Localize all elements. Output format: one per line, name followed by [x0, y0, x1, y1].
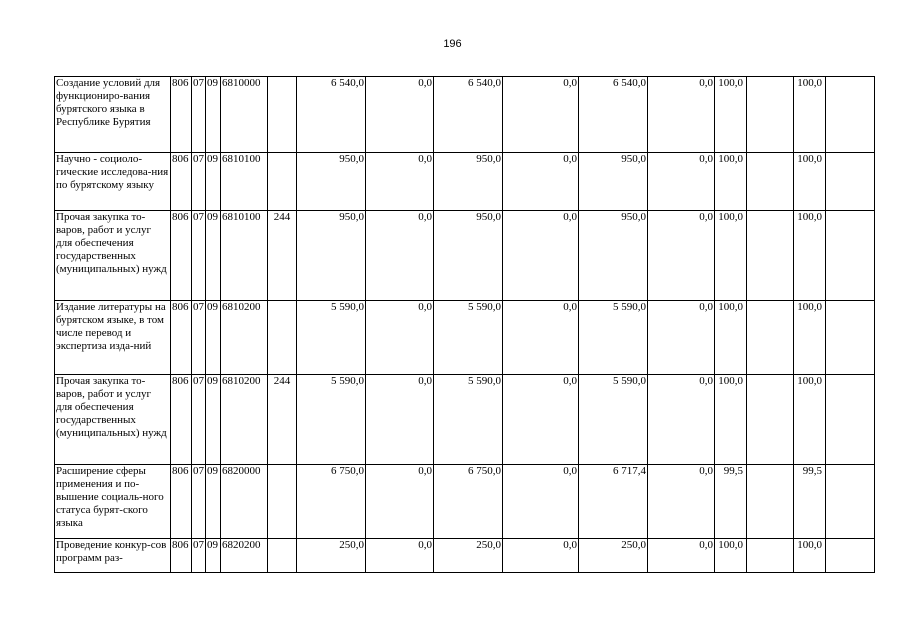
percent-col-1: 100,0 — [715, 375, 747, 465]
grbs-code: 806 — [171, 153, 192, 211]
table-row — [55, 375, 875, 465]
value-col-6: 0,0 — [648, 539, 715, 573]
value-col-3: 5 590,0 — [434, 375, 503, 465]
value-col-2: 0,0 — [366, 301, 434, 375]
value-col-3: 950,0 — [434, 211, 503, 301]
value-col-4: 0,0 — [503, 77, 579, 153]
empty-cell — [826, 301, 875, 375]
percent-col-2: 99,5 — [794, 465, 826, 539]
subsection-code: 09 — [206, 301, 221, 375]
percent-col-1: 100,0 — [715, 153, 747, 211]
value-col-5: 950,0 — [579, 211, 648, 301]
grbs-code: 806 — [171, 211, 192, 301]
budget-table — [54, 76, 875, 573]
percent-col-2: 100,0 — [794, 77, 826, 153]
section-code: 07 — [192, 153, 206, 211]
empty-cell — [826, 465, 875, 539]
row-name: Издание литературы на бурятском языке, в том числе перевод и экспертиза изда-ний — [55, 301, 171, 375]
value-col-1: 5 590,0 — [297, 375, 366, 465]
percent-col-2: 100,0 — [794, 301, 826, 375]
expense-type-code — [268, 539, 297, 573]
section-code: 07 — [192, 465, 206, 539]
value-col-1: 5 590,0 — [297, 301, 366, 375]
section-code: 07 — [192, 375, 206, 465]
expense-type-code — [268, 153, 297, 211]
subsection-code: 09 — [206, 465, 221, 539]
value-col-1: 6 540,0 — [297, 77, 366, 153]
row-name: Прочая закупка то-варов, работ и услуг для обеспечения государственных (муниципальных) нужд — [55, 211, 171, 301]
page-number: 196 — [443, 38, 462, 50]
row-name: Научно - социоло-гические исследова-ния по бурятскому языку — [55, 153, 171, 211]
value-col-3: 6 540,0 — [434, 77, 503, 153]
empty-cell — [826, 211, 875, 301]
expense-type-code: 244 — [268, 375, 297, 465]
percent-col-1: 100,0 — [715, 301, 747, 375]
grbs-code: 806 — [171, 465, 192, 539]
percent-col-1: 100,0 — [715, 211, 747, 301]
target-article-code: 6820200 — [221, 539, 268, 573]
empty-cell — [747, 301, 794, 375]
value-col-5: 6 717,4 — [579, 465, 648, 539]
percent-col-2: 100,0 — [794, 375, 826, 465]
target-article-code: 6810200 — [221, 301, 268, 375]
empty-cell — [826, 77, 875, 153]
value-col-1: 950,0 — [297, 211, 366, 301]
target-article-code: 6810100 — [221, 153, 268, 211]
percent-col-2: 100,0 — [794, 539, 826, 573]
empty-cell — [826, 375, 875, 465]
value-col-5: 5 590,0 — [579, 301, 648, 375]
expense-type-code — [268, 465, 297, 539]
table-row — [55, 77, 875, 153]
expense-type-code: 244 — [268, 211, 297, 301]
subsection-code: 09 — [206, 153, 221, 211]
value-col-3: 250,0 — [434, 539, 503, 573]
value-col-4: 0,0 — [503, 153, 579, 211]
empty-cell — [747, 465, 794, 539]
value-col-2: 0,0 — [366, 153, 434, 211]
subsection-code: 09 — [206, 77, 221, 153]
expense-type-code — [268, 301, 297, 375]
percent-col-1: 100,0 — [715, 539, 747, 573]
empty-cell — [747, 539, 794, 573]
value-col-4: 0,0 — [503, 211, 579, 301]
value-col-6: 0,0 — [648, 465, 715, 539]
target-article-code: 6820000 — [221, 465, 268, 539]
value-col-1: 950,0 — [297, 153, 366, 211]
value-col-6: 0,0 — [648, 77, 715, 153]
value-col-1: 6 750,0 — [297, 465, 366, 539]
value-col-6: 0,0 — [648, 211, 715, 301]
value-col-3: 6 750,0 — [434, 465, 503, 539]
table-row — [55, 539, 875, 573]
section-code: 07 — [192, 77, 206, 153]
value-col-5: 5 590,0 — [579, 375, 648, 465]
value-col-5: 950,0 — [579, 153, 648, 211]
expense-type-code — [268, 77, 297, 153]
value-col-4: 0,0 — [503, 301, 579, 375]
empty-cell — [747, 211, 794, 301]
section-code: 07 — [192, 539, 206, 573]
value-col-5: 250,0 — [579, 539, 648, 573]
section-code: 07 — [192, 211, 206, 301]
value-col-1: 250,0 — [297, 539, 366, 573]
subsection-code: 09 — [206, 539, 221, 573]
table-row — [55, 465, 875, 539]
empty-cell — [747, 375, 794, 465]
value-col-6: 0,0 — [648, 153, 715, 211]
table-row — [55, 211, 875, 301]
percent-col-2: 100,0 — [794, 153, 826, 211]
row-name: Прочая закупка то-варов, работ и услуг для обеспечения государственных (муниципальных) нужд — [55, 375, 171, 465]
value-col-2: 0,0 — [366, 211, 434, 301]
grbs-code: 806 — [171, 301, 192, 375]
table-row — [55, 153, 875, 211]
value-col-4: 0,0 — [503, 375, 579, 465]
value-col-6: 0,0 — [648, 301, 715, 375]
subsection-code: 09 — [206, 375, 221, 465]
row-name: Расширение сферы применения и по-вышение социаль-ного статуса бурят-ского языка — [55, 465, 171, 539]
section-code: 07 — [192, 301, 206, 375]
value-col-3: 950,0 — [434, 153, 503, 211]
empty-cell — [747, 77, 794, 153]
value-col-2: 0,0 — [366, 539, 434, 573]
table-row — [55, 301, 875, 375]
value-col-2: 0,0 — [366, 465, 434, 539]
target-article-code: 6810200 — [221, 375, 268, 465]
value-col-2: 0,0 — [366, 375, 434, 465]
grbs-code: 806 — [171, 539, 192, 573]
target-article-code: 6810100 — [221, 211, 268, 301]
value-col-4: 0,0 — [503, 465, 579, 539]
value-col-6: 0,0 — [648, 375, 715, 465]
value-col-5: 6 540,0 — [579, 77, 648, 153]
value-col-3: 5 590,0 — [434, 301, 503, 375]
subsection-code: 09 — [206, 211, 221, 301]
empty-cell — [826, 539, 875, 573]
grbs-code: 806 — [171, 77, 192, 153]
percent-col-2: 100,0 — [794, 211, 826, 301]
empty-cell — [826, 153, 875, 211]
percent-col-1: 99,5 — [715, 465, 747, 539]
value-col-2: 0,0 — [366, 77, 434, 153]
grbs-code: 806 — [171, 375, 192, 465]
empty-cell — [747, 153, 794, 211]
percent-col-1: 100,0 — [715, 77, 747, 153]
row-name: Создание условий для функциониро-вания бурятского языка в Республике Бурятия — [55, 77, 171, 153]
value-col-4: 0,0 — [503, 539, 579, 573]
row-name: Проведение конкур-сов программ раз- — [55, 539, 171, 573]
target-article-code: 6810000 — [221, 77, 268, 153]
